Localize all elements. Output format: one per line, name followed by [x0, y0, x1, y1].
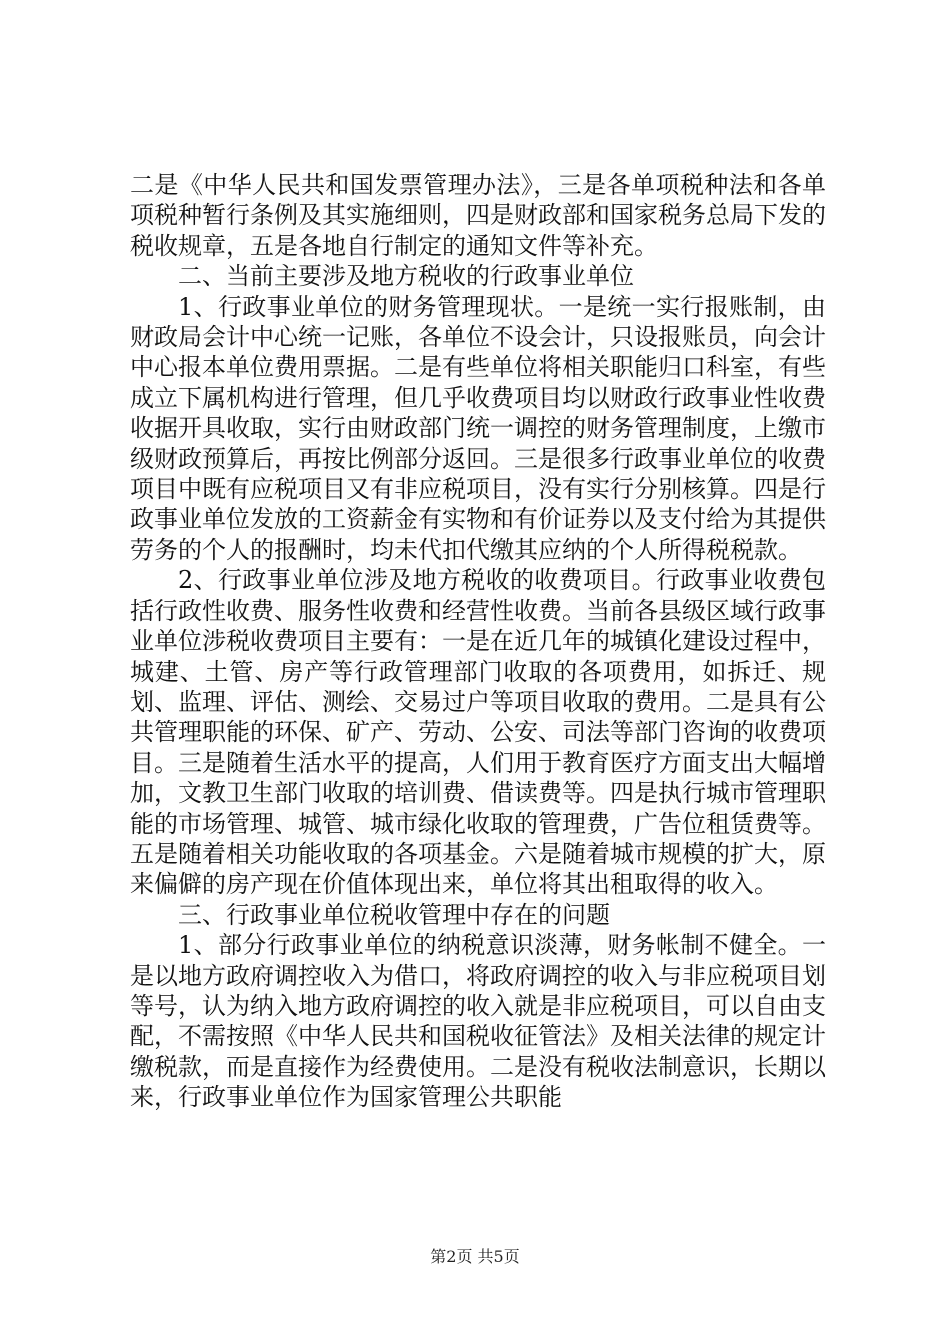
document-body — [130, 170, 826, 1113]
paragraph-3-1: 1、部分行政事业单位的纳税意识淡薄，财务帐制不健全。一是以地方政府调控收入为借口，将政府调控的收入与非应税项目划等号，认为纳入地方政府调控的收入就是非应税项目，可以自由支配，不需按照《中华人民共和国税收征管法》及相关法律的规定计缴税款，而是直接作为经费使用。二是没有税收法制意识，长期以来，行政事业单位作为国家管理公共职能 — [130, 931, 826, 1112]
section-heading-2: 二、当前主要涉及地方税收的行政事业单位 — [178, 262, 634, 291]
page-number-footer: 第2页 共5页 — [430, 1247, 520, 1266]
paragraph-2-1: 1、行政事业单位的财务管理现状。一是统一实行报账制，由财政局会计中心统一记账，各单位不设会计，只设报账员，向会计中心报本单位费用票据。二是有些单位将相关职能归口科室，有些成立下属机构进行管理，但几乎收费项目均以财政行政事业性收费收据开具收取，实行由财政部门统一调控的财务管理制度，上缴市级财政预算后，再按比例部分返回。三是很多行政事业单位的收费项目中既有应税项目又有非应税项目，没有实行分别核算。四是行政事业单位发放的工资薪金有实物和有价证券以及支付给为其提供劳务的个人的报酬时，均未代扣代缴其应纳的个人所得税税款。 — [130, 292, 826, 564]
paragraph-2-2: 2、行政事业单位涉及地方税收的收费项目。行政事业收费包括行政性收费、服务性收费和经营性收费。当前各县级区域行政事业单位涉税收费项目主要有：一是在近几年的城镇化建设过程中，城建、土管、房产等行政管理部门收取的各项费用，如拆迁、规划、监理、评估、测绘、交易过户等项目收取的费用。二是具有公共管理职能的环保、矿产、劳动、公安、司法等部门咨询的收费项目。三是随着生活水平的提高，人们用于教育医疗方面支出大幅增加，文教卫生部门收取的培训费、借读费等。四是执行城市管理职能的市场管理、城管、城市绿化收取的管理费，广告位租赁费等。五是随着相关功能收取的各项基金。六是随着城市规模的扩大，原来偏僻的房产现在价值体现出来，单位将其出租取得的收入。 — [130, 566, 826, 899]
section-heading-3: 三、行政事业单位税收管理中存在的问题 — [178, 900, 610, 929]
paragraph-1: 二是《中华人民共和国发票管理办法》，三是各单项税种法和各单项税种暂行条例及其实施细则，四是财政部和国家税务总局下发的税收规章，五是各地自行制定的通知文件等补充。 — [130, 171, 826, 260]
